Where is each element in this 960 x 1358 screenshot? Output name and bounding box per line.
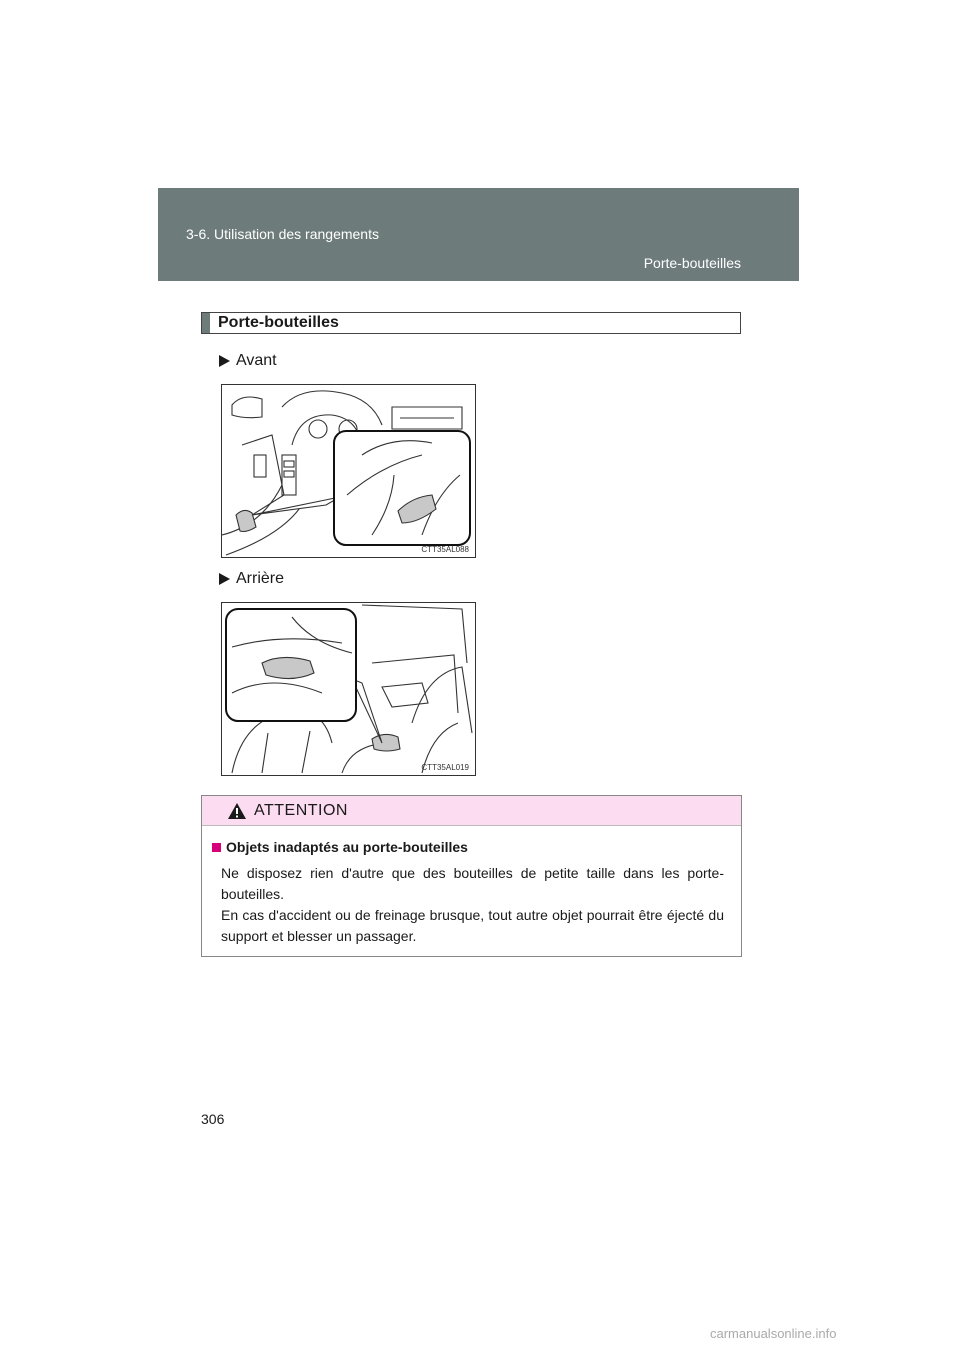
page-number: 306 xyxy=(201,1111,225,1127)
square-bullet-icon xyxy=(212,843,221,852)
warning-title: ATTENTION xyxy=(254,801,348,819)
rear-cabin-drawing xyxy=(222,603,475,775)
heading-bar xyxy=(202,313,210,333)
figure-label-front: Avant xyxy=(219,352,277,370)
heading-title: Porte-bouteilles xyxy=(218,314,339,331)
warning-paragraph: En cas d'accident ou de freinage brusque, tout autre objet pourrait être éjecté du support et blesser un passager. xyxy=(221,907,724,944)
illustration-rear xyxy=(221,602,476,776)
figure-code: CTT35AL088 xyxy=(421,545,469,554)
warning-body xyxy=(221,863,724,947)
figure-code: CTT35AL019 xyxy=(421,763,469,772)
warning-triangle-icon xyxy=(228,803,246,819)
page-header xyxy=(158,188,799,281)
front-cabin-drawing xyxy=(222,385,475,557)
section-title: 3-6. Utilisation des rangements xyxy=(186,226,379,242)
warning-paragraph: Ne disposez rien d'autre que des bouteilles de petite taille dans les porte-bouteilles. xyxy=(221,865,724,902)
figure-label-rear: Arrière xyxy=(219,570,284,588)
triangle-pointer-icon xyxy=(219,573,230,585)
section-heading xyxy=(201,312,741,334)
page-subtitle: Porte-bouteilles xyxy=(643,255,741,271)
triangle-pointer-icon xyxy=(219,355,230,367)
footer-watermark: carmanualsonline.info xyxy=(710,1326,837,1341)
warning-header xyxy=(202,796,741,826)
illustration-front xyxy=(221,384,476,558)
warning-box xyxy=(201,795,742,957)
warning-item-title: Objets inadaptés au porte-bouteilles xyxy=(212,839,468,855)
